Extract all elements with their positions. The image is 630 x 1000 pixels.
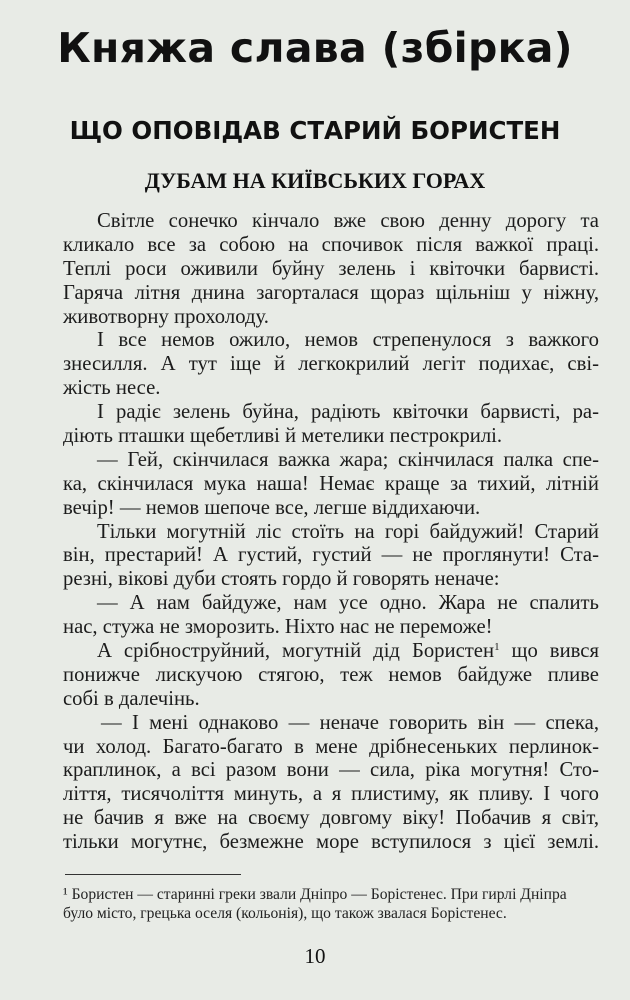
text-line-with-footnote (63, 640, 599, 664)
footnote-line: було мiсто, грецька оселя (кольонiя), що також звалася Борiстенес. (63, 905, 507, 922)
text-line: понижче лискучою стягою, теж немов байдуже пливе (63, 663, 599, 686)
text-line: чи холод. Багато-багато в мене дрібнесеньких перлинок- (63, 735, 599, 758)
text-line: — І мені однаково — неначе говорить він — спека, (101, 711, 599, 734)
section-title: ДУБАМ НА КИЇВСЬКИХ ГОРАХ (144, 168, 486, 193)
text-line: жість несе. (63, 377, 161, 400)
book-title: Княжа слава (збірка) (57, 24, 573, 72)
text-line: ліття, тисячоліття минуть, а я плистиму, як пливу. І чого (63, 783, 599, 806)
text-line: — А нам байдуже, нам усе одно. Жара не спалить (97, 592, 599, 615)
text-line: Тільки могутній ліс стоїть на горі байдужий! Старий (97, 520, 599, 543)
text-line: Теплі роси оживили буйну зелень і квіточки барвисті. (63, 257, 599, 280)
text-line: — Гей, скінчилася важка жара; скінчилася палка спе- (97, 448, 599, 471)
text-line: знесилля. А тут іще й легкокрилий легіт подихає, сві- (63, 353, 599, 376)
chapter-title: ЩО ОПОВІДАВ СТАРИЙ БОРИСТЕН (69, 116, 561, 145)
footnote-divider (65, 874, 241, 875)
text-line: собі в далечінь. (63, 687, 200, 710)
text-fragment: А срібноструйний, могутній дід Бористен (97, 640, 495, 663)
text-line: резні, вікові дуби стоять гордо й говорять неначе: (63, 568, 500, 591)
text-line: тільки могутнє, безмежне море вступилося з цієї землі. (63, 831, 599, 854)
text-line: не бачив я вже на своєму довгому віку! Побачив я світ, (63, 807, 599, 830)
text-line: І радіє зелень буйна, радіють квіточки барвисті, ра- (97, 401, 599, 424)
body-text (63, 210, 599, 855)
page-number: 10 (304, 944, 326, 968)
text-line: діють пташки щебетливі й метелики пестрокрилі. (63, 425, 503, 448)
text-line: І все немов ожило, немов стрепенулося з важкого (97, 329, 599, 352)
text-line: Світле сонечко кінчало вже свою денну дорогу та (97, 210, 599, 232)
text-fragment: що вився (499, 640, 599, 663)
text-line: ка, скінчилася мука наша! Немає краще за тихий, літній (63, 472, 599, 495)
text-line: краплинок, а всі разом вони — сила, ріка могутня! Сто- (63, 759, 599, 782)
text-line: вечір! — немов шепоче все, легше віддихаючи. (63, 496, 481, 519)
text-line: кликало все за собою на спочивок після важкої праці. (63, 233, 599, 256)
text-line: животворну прохолоду. (63, 305, 269, 328)
text-line: Гаряча літня днина загорталася щораз щільніш у ніжну, (63, 281, 599, 304)
text-line: нас, стужа не зморозить. Ніхто нас не переможе! (63, 616, 493, 639)
footnote-marker[interactable]: 1 (494, 641, 500, 654)
footnote-line: ¹ Бористен — стариннi греки звали Днiпро — Борiстенес. При гирлi Днiпра (63, 886, 567, 903)
footnote (63, 885, 599, 923)
text-line: він, престарий! А густий, густий — не проглянути! Ста- (63, 544, 599, 567)
